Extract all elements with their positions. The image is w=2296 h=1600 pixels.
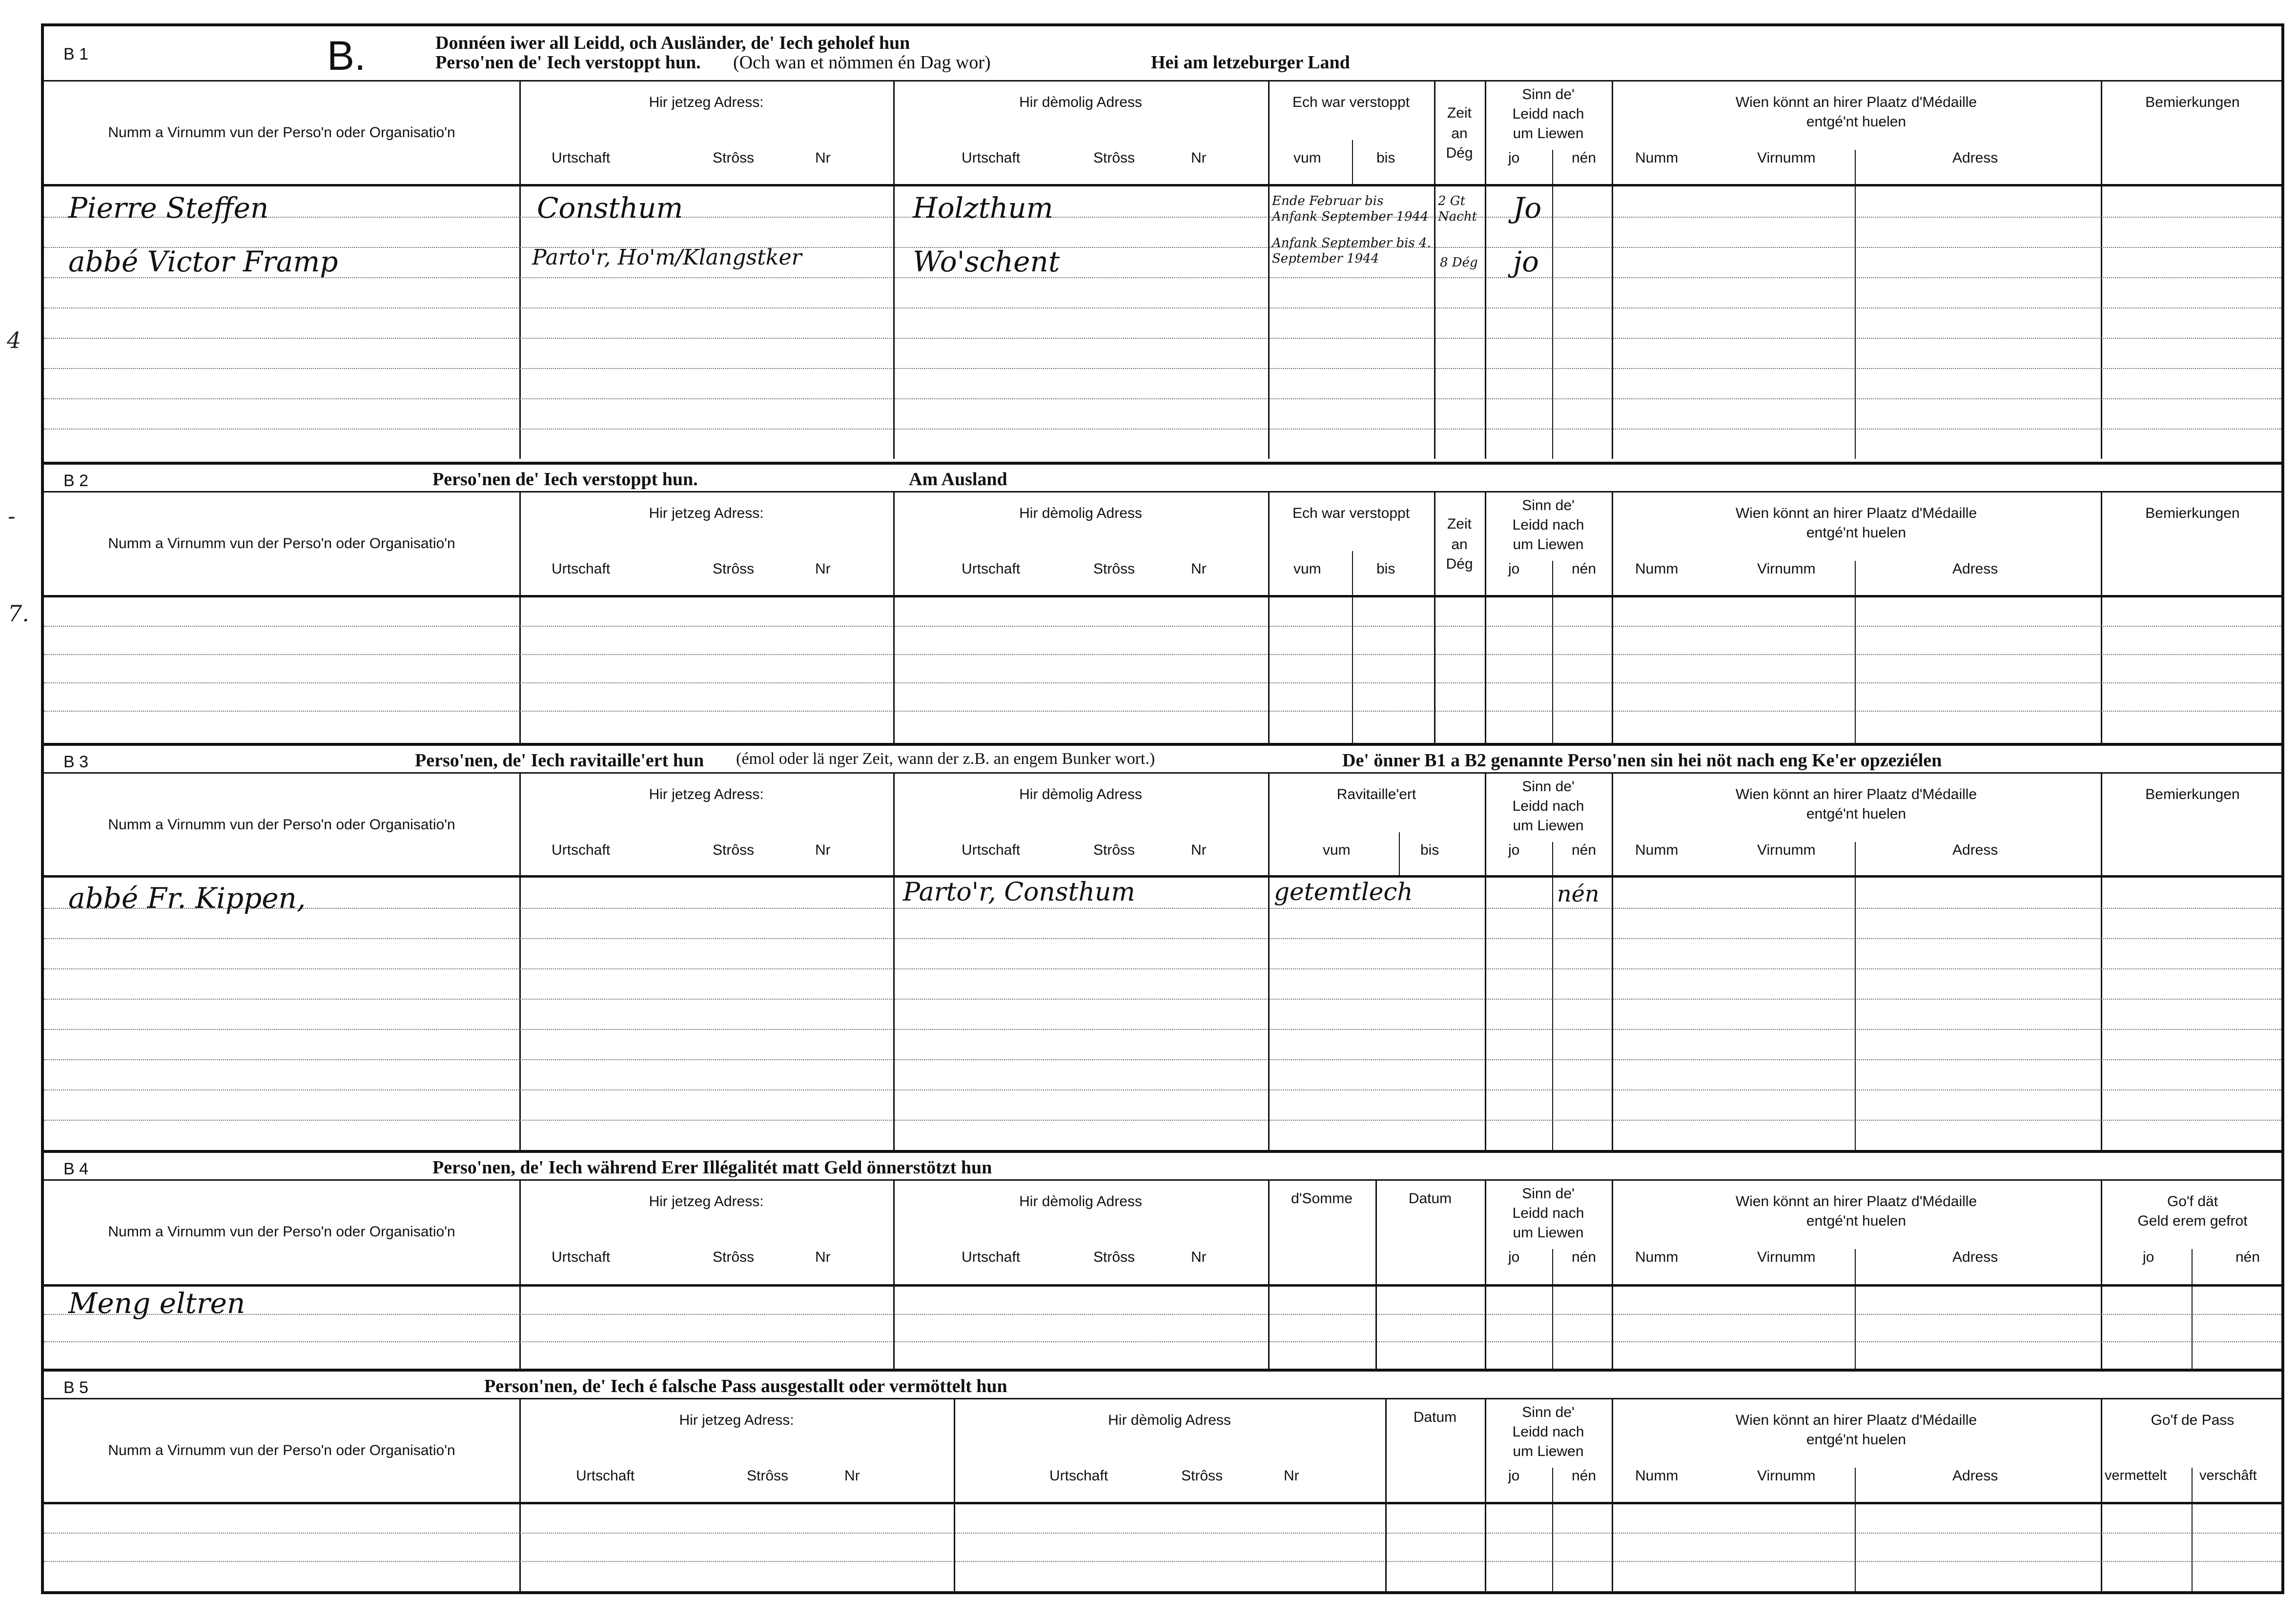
col-virnumm: Virnumm [1757, 842, 1816, 858]
col-jetzeg: Hir jetzeg Adress: [679, 1412, 794, 1428]
col-urtschaft: Urtschaft [962, 150, 1021, 166]
col-numm: Numm [1635, 842, 1679, 858]
col-urtschaft: Urtschaft [962, 1249, 1021, 1265]
col-demolig: Hir dèmolig Adress [1019, 505, 1142, 521]
col-jo: jo [1508, 1249, 1520, 1265]
col-wien-2: entgé'nt huelen [1806, 114, 1906, 130]
section-b3-title-note: (émol oder lä nger Zeit, wann der z.B. an engem Bunker wort.) [736, 750, 1155, 768]
col-sinn-3: um Liewen [1513, 125, 1584, 142]
col-virnumm: Virnumm [1757, 561, 1816, 577]
col-numm: Numm [1635, 1249, 1679, 1265]
col-nr: Nr [1191, 561, 1207, 577]
col-gof-2: Geld erem gefrot [2137, 1213, 2248, 1229]
col-urtschaft: Urtschaft [962, 842, 1021, 858]
col-demolig: Hir dèmolig Adress [1019, 786, 1142, 802]
column-header-row [44, 1398, 2281, 1504]
col-urtschaft: Urtschaft [1049, 1468, 1108, 1484]
entry-1-demolig: Parto'r, Consthum [903, 878, 1135, 907]
col-wien-1: Wien könnt an hirer Plaatz d'Médaille [1735, 505, 1977, 521]
col-adress: Adress [1952, 842, 1998, 858]
section-code: B 3 [63, 753, 89, 771]
col-sinn-3: um Liewen [1513, 536, 1584, 553]
col-sinn-2: Leidd nach [1512, 798, 1584, 814]
col-vum: vum [1323, 842, 1351, 858]
section-b4-header [44, 1153, 2281, 1179]
col-bemierkungen: Bemierkungen [2145, 505, 2240, 521]
col-sinn-2: Leidd nach [1512, 1205, 1584, 1221]
col-jo: jo [1508, 842, 1520, 858]
entry-2-zeit: 8 Dég [1440, 255, 1478, 270]
col-nr: Nr [1284, 1468, 1299, 1484]
col-jetzeg: Hir jetzeg Adress: [649, 786, 764, 802]
col-nen: nén [1572, 150, 1597, 166]
col-wien-1: Wien könnt an hirer Plaatz d'Médaille [1735, 786, 1977, 802]
col-datum: Datum [1413, 1409, 1457, 1425]
col-gof-1: Go'f dät [2167, 1193, 2218, 1210]
col-adress: Adress [1952, 561, 1998, 577]
entry-rows [44, 1287, 2281, 1369]
entry-rows [44, 1504, 2281, 1591]
col-urtschaft: Urtschaft [576, 1468, 635, 1484]
section-b1-title-note: (Och wan et nömmen én Dag wor) [733, 52, 991, 73]
section-b3-header [44, 746, 2281, 772]
col-virnumm: Virnumm [1757, 150, 1816, 166]
form-sheet-b [41, 23, 2284, 1594]
col-nr: Nr [815, 561, 831, 577]
col-adress: Adress [1952, 150, 1998, 166]
col-name: Numm a Virnumm vun der Perso'n oder Organisatio'n [108, 535, 455, 552]
col-virnumm: Virnumm [1757, 1249, 1816, 1265]
col-stross: Strôss [713, 561, 755, 577]
col-jo: jo [1508, 561, 1520, 577]
column-header-row [44, 1179, 2281, 1287]
col-zeit-1: Zeit [1447, 105, 1472, 121]
col-name: Numm a Virnumm vun der Perso'n oder Organisatio'n [108, 1442, 455, 1458]
section-b4 [44, 1150, 2281, 1369]
section-b2 [44, 462, 2281, 743]
section-b5-title: Person'nen, de' Iech é falsche Pass ausgestallt oder vermöttelt hun [484, 1376, 1007, 1396]
col-nr: Nr [1191, 842, 1207, 858]
col-demolig: Hir dèmolig Adress [1108, 1412, 1231, 1428]
col-vum: vum [1293, 150, 1321, 166]
col-stross: Strôss [1093, 1249, 1135, 1265]
col-adress: Adress [1952, 1468, 1998, 1484]
col-bemierkungen: Bemierkungen [2145, 94, 2240, 110]
margin-note-1: 4 [7, 327, 21, 353]
section-b2-title-2: Am Ausland [909, 469, 1007, 490]
entry-2-jetzeg: Parto'r, Ho'm/Klangstker [532, 245, 802, 270]
col-wien-2: entgé'nt huelen [1806, 806, 1906, 822]
col-verstoppt: Ech war verstoppt [1292, 94, 1410, 110]
col-nr: Nr [844, 1468, 860, 1484]
section-letter: B. [327, 33, 366, 79]
col-jo: jo [1508, 150, 1520, 166]
col-wien-1: Wien könnt an hirer Plaatz d'Médaille [1735, 94, 1977, 110]
col-adress: Adress [1952, 1249, 1998, 1265]
col-bemierkungen: Bemierkungen [2145, 786, 2240, 802]
section-code: B 4 [63, 1160, 89, 1178]
col-sinn-2: Leidd nach [1512, 106, 1584, 122]
col-urtschaft: Urtschaft [552, 1249, 611, 1265]
margin-note-3: 7. [8, 600, 29, 627]
col-nr: Nr [1191, 150, 1207, 166]
col-sinn-2: Leidd nach [1512, 1424, 1584, 1440]
col-zeit-3: Dég [1446, 145, 1473, 161]
section-b1-header [44, 26, 2281, 80]
col-numm: Numm [1635, 561, 1679, 577]
entry-rows [44, 597, 2281, 743]
col-urtschaft: Urtschaft [962, 561, 1021, 577]
col-stross: Strôss [1093, 842, 1135, 858]
col-stross: Strôss [1093, 561, 1135, 577]
col-verschaft: verschâft [2199, 1468, 2257, 1483]
col-stross: Strôss [1181, 1468, 1223, 1484]
column-header-row [44, 772, 2281, 878]
col-name: Numm a Virnumm vun der Perso'n oder Organisatio'n [108, 1224, 455, 1240]
entry-2-period: Anfank September bis 4. September 1944 [1272, 236, 1431, 266]
section-b1-title-3: Hei am letzeburger Land [1151, 52, 1350, 73]
col-sinn-1: Sinn de' [1522, 86, 1575, 103]
section-b5 [44, 1369, 2281, 1591]
entry-2-demolig: Wo'schent [913, 245, 1060, 278]
col-nen: nén [2235, 1249, 2260, 1265]
entry-1-jo: Jo [1513, 191, 1542, 225]
column-header-row [44, 491, 2281, 597]
col-wien-2: entgé'nt huelen [1806, 525, 1906, 541]
col-wien-1: Wien könnt an hirer Plaatz d'Médaille [1735, 1412, 1977, 1428]
col-nr: Nr [815, 1249, 831, 1265]
col-name: Numm a Virnumm vun der Perso'n oder Organisatio'n [108, 817, 455, 833]
margin-note-2: - [8, 503, 16, 529]
col-stross: Strôss [713, 1249, 755, 1265]
col-wien-2: entgé'nt huelen [1806, 1432, 1906, 1448]
section-b4-title: Perso'nen, de' Iech während Erer Illégalitét matt Geld önnerstötzt hun [432, 1157, 992, 1178]
section-b2-header [44, 465, 2281, 491]
col-urtschaft: Urtschaft [552, 561, 611, 577]
col-numm: Numm [1635, 1468, 1679, 1484]
col-zeit-1: Zeit [1447, 516, 1472, 532]
col-bis: bis [1420, 842, 1439, 858]
col-zeit-2: an [1451, 125, 1468, 142]
col-vum: vum [1293, 561, 1321, 577]
col-stross: Strôss [713, 842, 755, 858]
col-somme: d'Somme [1291, 1190, 1353, 1207]
entry-1-name: Pierre Steffen [68, 191, 269, 225]
section-b1-title-1: Donnéen iwer all Leidd, och Ausländer, de' Iech geholef hun [435, 33, 910, 53]
col-sinn-1: Sinn de' [1522, 779, 1575, 795]
col-jetzeg: Hir jetzeg Adress: [649, 94, 764, 110]
col-stross: Strôss [713, 150, 755, 166]
section-code: B 1 [63, 45, 89, 63]
section-b3-title-2: De' önner B1 a B2 genannte Perso'nen sin hei nöt nach eng Ke'er opzeziélen [1342, 750, 1942, 771]
col-vermettelt: vermettelt [2105, 1468, 2167, 1483]
col-pass: Go'f de Pass [2151, 1412, 2234, 1428]
col-sinn-3: um Liewen [1513, 818, 1584, 834]
entry-1-jetzeg: Consthum [537, 191, 683, 225]
entry-1-period: Ende Februar bis Anfank September 1944 [1272, 194, 1429, 224]
col-nen: nén [1572, 1468, 1597, 1484]
col-demolig: Hir dèmolig Adress [1019, 94, 1142, 110]
entry-2-jo: jo [1513, 245, 1539, 278]
entry-1-nen: nén [1557, 881, 1599, 907]
section-code: B 5 [63, 1378, 89, 1397]
section-b2-title: Perso'nen de' Iech verstoppt hun. [432, 469, 698, 490]
col-sinn-3: um Liewen [1513, 1225, 1584, 1241]
entry-2-name: abbé Victor Framp [68, 245, 338, 278]
col-jetzeg: Hir jetzeg Adress: [649, 1193, 764, 1210]
section-b3-title: Perso'nen, de' Iech ravitaille'ert hun [415, 750, 704, 771]
col-wien-1: Wien könnt an hirer Plaatz d'Médaille [1735, 1193, 1977, 1210]
col-nr: Nr [815, 150, 831, 166]
entry-rows [44, 878, 2281, 1150]
col-urtschaft: Urtschaft [552, 150, 611, 166]
col-bis: bis [1376, 561, 1395, 577]
col-virnumm: Virnumm [1757, 1468, 1816, 1484]
col-verstoppt: Ech war verstoppt [1292, 505, 1410, 521]
col-urtschaft: Urtschaft [552, 842, 611, 858]
col-sinn-3: um Liewen [1513, 1443, 1584, 1459]
col-datum: Datum [1408, 1190, 1452, 1207]
col-sinn-2: Leidd nach [1512, 517, 1584, 533]
col-nr: Nr [815, 842, 831, 858]
col-nen: nén [1572, 1249, 1597, 1265]
column-header-row [44, 80, 2281, 186]
col-wien-2: entgé'nt huelen [1806, 1213, 1906, 1229]
entry-1-zeit: 2 Gt Nacht [1438, 194, 1477, 224]
col-sinn-1: Sinn de' [1522, 1404, 1575, 1420]
col-ravitailleert: Ravitaille'ert [1336, 786, 1416, 802]
section-b1 [44, 26, 2281, 462]
col-sinn-1: Sinn de' [1522, 1186, 1575, 1202]
col-jetzeg: Hir jetzeg Adress: [649, 505, 764, 521]
section-b5-header [44, 1372, 2281, 1398]
col-zeit-3: Dég [1446, 556, 1473, 572]
col-numm: Numm [1635, 150, 1679, 166]
col-jo: jo [2143, 1249, 2154, 1265]
entry-rows [44, 186, 2281, 459]
col-demolig: Hir dèmolig Adress [1019, 1193, 1142, 1210]
entry-1-name: Meng eltren [68, 1287, 246, 1320]
entry-1-name: abbé Fr. Kippen, [68, 882, 306, 915]
col-stross: Strôss [747, 1468, 789, 1484]
entry-1-demolig: Holzthum [913, 191, 1053, 225]
col-nr: Nr [1191, 1249, 1207, 1265]
col-stross: Strôss [1093, 150, 1135, 166]
col-sinn-1: Sinn de' [1522, 497, 1575, 513]
entry-1-period: getemtlech [1274, 878, 1413, 906]
col-name: Numm a Virnumm vun der Perso'n oder Organisatio'n [108, 124, 455, 141]
section-b3 [44, 743, 2281, 1150]
col-zeit-2: an [1451, 536, 1468, 553]
section-b1-title-2: Perso'nen de' Iech verstoppt hun. [435, 52, 701, 73]
col-bis: bis [1376, 150, 1395, 166]
col-nen: nén [1572, 842, 1597, 858]
col-jo: jo [1508, 1468, 1520, 1484]
col-nen: nén [1572, 561, 1597, 577]
section-code: B 2 [63, 472, 89, 490]
